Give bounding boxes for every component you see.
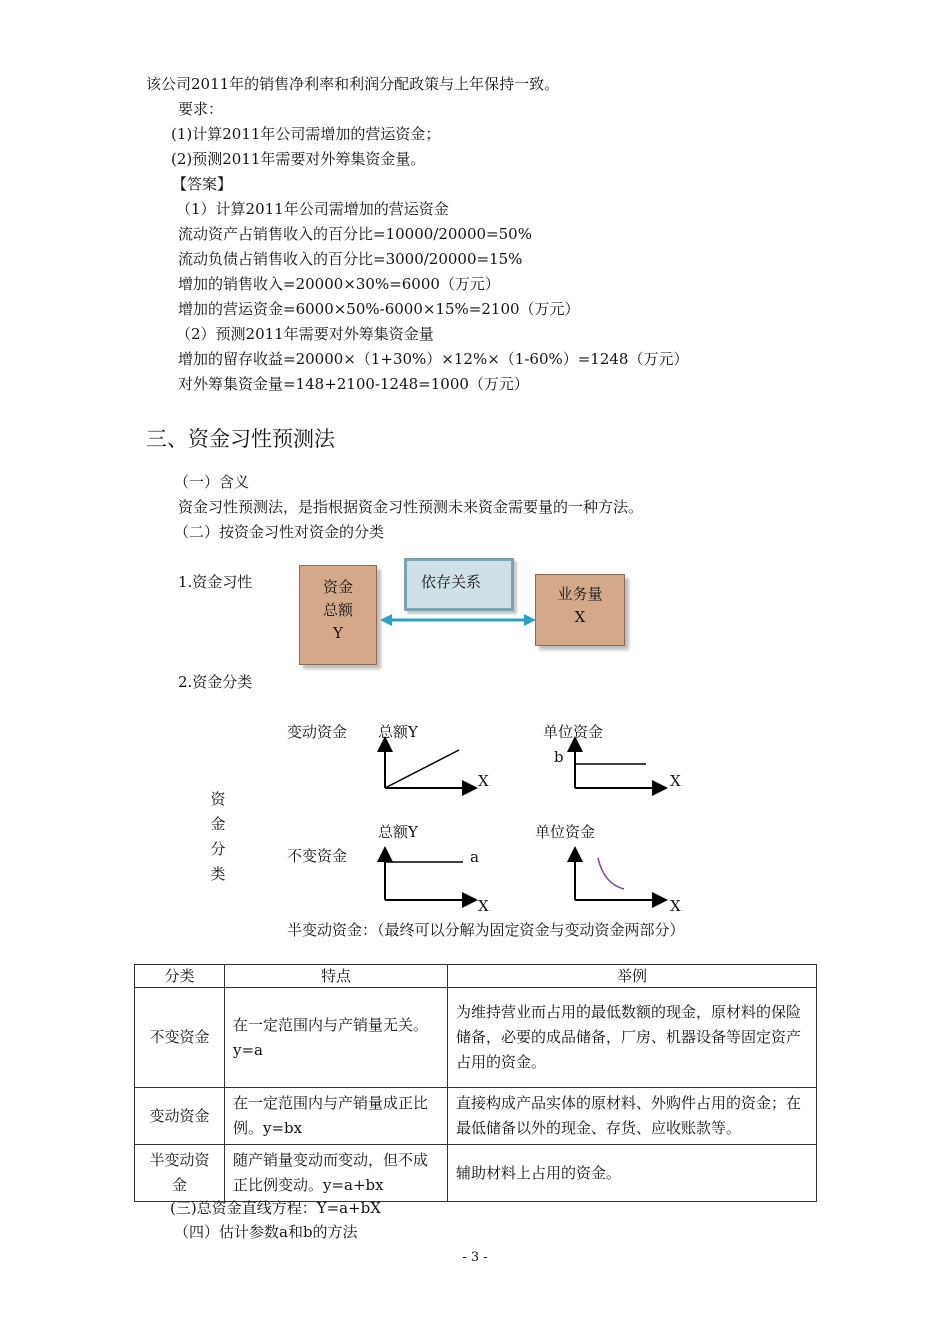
table-row: [135, 1145, 817, 1202]
answer-line: （2）预测2011年需要对外筹集资金量: [176, 325, 434, 343]
table-header: 举例: [448, 965, 817, 988]
table-row: [135, 988, 817, 1088]
table-header: 特点: [225, 965, 448, 988]
answer-line: 流动负债占销售收入的百分比=3000/20000=15%: [178, 250, 523, 268]
semi-variable-note: 半变动资金：（最终可以分解为固定资金与变动资金两部分）: [287, 921, 685, 939]
meaning-text: 资金习性预测法，是指根据资金习性预测未来资金需要量的一种方法。: [178, 498, 644, 516]
box-line: X: [574, 608, 586, 626]
table-header-row: [135, 965, 817, 988]
fixed-total-graph: [385, 854, 470, 900]
variable-unit-graph: [575, 744, 660, 788]
table-cell: 为维持营业而占用的最低数额的现金，原材料的保险储备，必要的成品储备，厂房、机器设备等固定资产占用的资金。: [448, 988, 817, 1088]
intro-text: 该公司2011年的销售净利率和利润分配政策与上年保持一致。: [146, 75, 560, 93]
page-number: - 3 -: [462, 1250, 488, 1265]
requirement-1: (1)计算2011年公司需增加的营运资金；: [171, 125, 441, 143]
fixed-unit-graph: [575, 854, 660, 900]
b-label: b: [554, 748, 564, 766]
table-cell: 直接构成产品实体的原材料、外购件占用的资金；在最低储备以外的现金、存货、应收账款等。: [448, 1088, 817, 1145]
classify-label: （二）按资金习性对资金的分类: [174, 523, 385, 541]
box-line: Y: [333, 624, 343, 642]
table-row: [135, 1088, 817, 1145]
fund-nature-label: 1.资金习性: [178, 573, 253, 591]
answer-line: 增加的营运资金=6000×50%-6000×15%=2100（万元）: [178, 300, 580, 318]
variable-total-graph: [385, 744, 470, 788]
x-axis-label: X: [478, 897, 489, 915]
relation-label: 依存关系: [421, 573, 482, 591]
table-cell: 在一定范围内与产销量无关。y=a: [225, 988, 448, 1088]
x-axis-label: X: [670, 897, 681, 915]
table-cell: 辅助材料上占用的资金。: [448, 1145, 817, 1202]
x-axis-label: X: [670, 772, 681, 790]
answer-line: 流动资产占销售收入的百分比=10000/20000=50%: [178, 225, 532, 243]
section-title: 三、资金习性预测法: [146, 427, 335, 451]
fixed-fund-label: 不变资金: [287, 847, 348, 865]
box-line: 总额: [322, 601, 353, 619]
table-cell: 在一定范围内与产销量成正比例。y=bx: [225, 1088, 448, 1145]
answer-label: 【答案】: [172, 175, 233, 193]
y-axis-label: 单位资金: [543, 723, 604, 741]
table-cell: 半变动资金: [135, 1145, 225, 1202]
y-axis-label: 单位资金: [535, 823, 596, 841]
a-label: a: [470, 848, 479, 866]
answer-line: （1）计算2011年公司需增加的营运资金: [176, 200, 449, 218]
equation-line: (三)总资金直线方程：Y=a+bX: [170, 1199, 381, 1217]
table-cell: 不变资金: [135, 988, 225, 1088]
table-cell: 变动资金: [135, 1088, 225, 1145]
fund-classification-table: [134, 964, 817, 1202]
parameter-method-line: （四）估计参数a和b的方法: [174, 1223, 358, 1241]
variable-fund-label: 变动资金: [287, 723, 348, 741]
y-axis-label: 总额Y: [378, 723, 418, 741]
table-cell: 随产销量变动而变动，但不成正比例变动。y=a+bx: [225, 1145, 448, 1202]
fund-classification-label: 2.资金分类: [178, 673, 253, 691]
table-header: 分类: [135, 965, 225, 988]
answer-line: 对外筹集资金量=148+2100-1248=1000（万元）: [178, 375, 529, 393]
fund-classification-vertical: 资金分类: [210, 790, 226, 883]
answer-line: 增加的留存收益=20000×（1+30%）×12%×（1-60%）=1248（万元）: [178, 350, 689, 368]
requirements-label: 要求：: [178, 100, 224, 118]
answer-line: 增加的销售收入=20000×30%=6000（万元）: [178, 275, 500, 293]
x-axis-label: X: [478, 772, 489, 790]
box-line: 业务量: [557, 585, 603, 603]
meaning-label: （一）含义: [174, 473, 250, 491]
box-line: 资金: [322, 578, 353, 596]
requirement-2: (2)预测2011年需要对外筹集资金量。: [171, 150, 426, 168]
y-axis-label: 总额Y: [378, 823, 418, 841]
